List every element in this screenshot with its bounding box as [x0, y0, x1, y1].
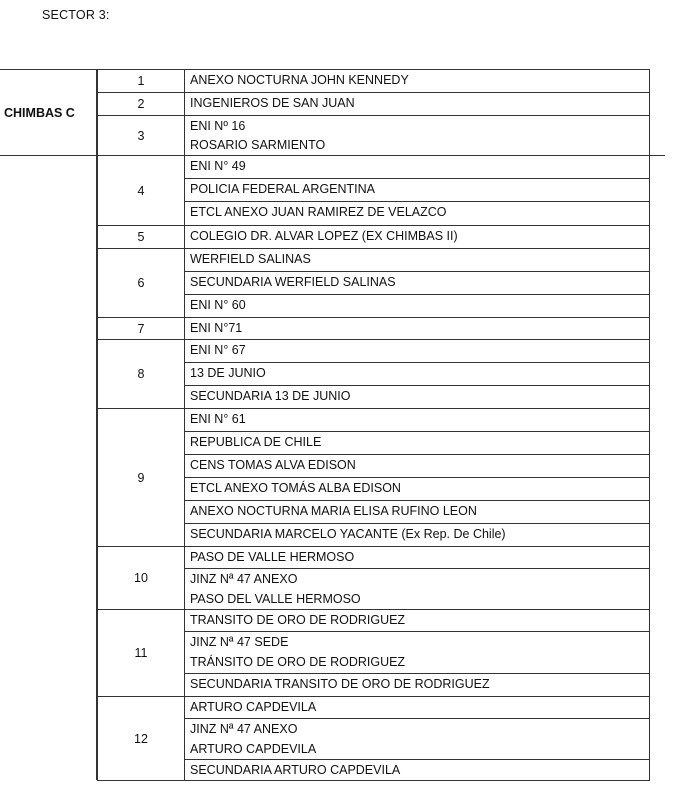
- school-entry: ARTURO CAPDEVILA: [185, 697, 650, 719]
- school-entry: SECUNDARIA MARCELO YACANTE (Ex Rep. De Chile): [185, 524, 650, 547]
- school-entry: 13 DE JUNIO: [185, 363, 650, 386]
- school-entry: CENS TOMAS ALVA EDISON: [185, 455, 650, 478]
- school-entry: TRANSITO DE ORO DE RODRIGUEZ: [185, 610, 650, 632]
- group-number-11: 11: [97, 610, 185, 697]
- school-entry: JINZ Nª 47 ANEXO: [185, 569, 650, 589]
- school-entry: ANEXO NOCTURNA JOHN KENNEDY: [185, 70, 650, 93]
- zone-label: CHIMBAS C: [4, 106, 75, 120]
- school-entry: SECUNDARIA ARTURO CAPDEVILA: [185, 760, 650, 781]
- table-top-border: [97, 69, 650, 70]
- group-number-7: 7: [97, 318, 185, 340]
- school-entry: WERFIELD SALINAS: [185, 249, 650, 272]
- group-number-3: 3: [97, 116, 185, 155]
- group-number-9: 9: [97, 409, 185, 547]
- school-entry: ENI Nº 16: [185, 116, 650, 136]
- school-entry: ENI N° 49: [185, 156, 650, 179]
- group-number-2: 2: [97, 93, 185, 116]
- school-entry: ENI N°71: [185, 318, 650, 340]
- school-entry: POLICIA FEDERAL ARGENTINA: [185, 179, 650, 202]
- school-entry: ROSARIO SARMIENTO: [185, 135, 650, 155]
- school-entry: JINZ Nª 47 ANEXO: [185, 719, 650, 739]
- school-entry: SECUNDARIA WERFIELD SALINAS: [185, 272, 650, 295]
- school-entry: TRÁNSITO DE ORO DE RODRIGUEZ: [185, 652, 650, 674]
- school-entry: ETCL ANEXO JUAN RAMIREZ DE VELAZCO: [185, 202, 650, 226]
- group-number-5: 5: [97, 226, 185, 249]
- school-entry: JINZ Nª 47 SEDE: [185, 632, 650, 652]
- group-number-4: 4: [97, 156, 185, 226]
- school-entry: ENI N° 67: [185, 340, 650, 363]
- school-entry: SECUNDARIA 13 DE JUNIO: [185, 386, 650, 409]
- school-entry: ARTURO CAPDEVILA: [185, 739, 650, 760]
- school-entry: PASO DE VALLE HERMOSO: [185, 547, 650, 569]
- school-entry: ENI N° 60: [185, 295, 650, 318]
- school-entry: SECUNDARIA TRANSITO DE ORO DE RODRIGUEZ: [185, 674, 650, 697]
- group-number-12: 12: [97, 697, 185, 781]
- group-number-6: 6: [97, 249, 185, 318]
- school-entry: COLEGIO DR. ALVAR LOPEZ (EX CHIMBAS II): [185, 226, 650, 249]
- group-number-10: 10: [97, 547, 185, 610]
- sector-title: SECTOR 3:: [42, 8, 110, 22]
- school-entry: INGENIEROS DE SAN JUAN: [185, 93, 650, 116]
- school-entry: PASO DEL VALLE HERMOSO: [185, 589, 650, 610]
- school-entry: ENI N° 61: [185, 409, 650, 432]
- school-entry: REPUBLICA DE CHILE: [185, 432, 650, 455]
- group-number-8: 8: [97, 340, 185, 409]
- group-number-1: 1: [97, 70, 185, 93]
- school-entry: ANEXO NOCTURNA MARIA ELISA RUFINO LEON: [185, 501, 650, 524]
- school-entry: ETCL ANEXO TOMÁS ALBA EDISON: [185, 478, 650, 501]
